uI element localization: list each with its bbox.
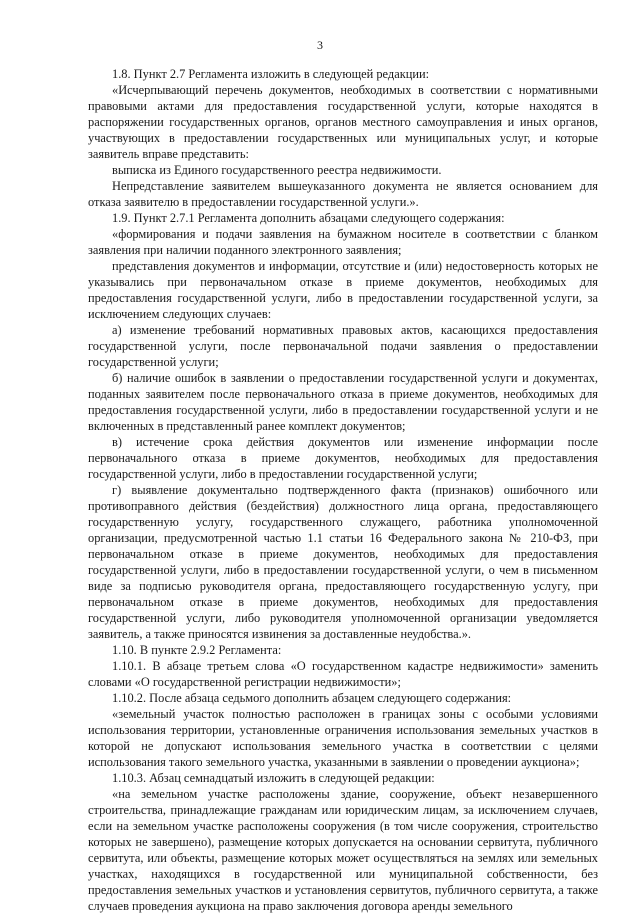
paragraph-item-g: г) выявление документально подтвержденного факта (признаков) ошибочного или противоправного действия (бездействия) должностного лица органа, предоставляющего государственную услугу, государственного служащего, работника уполномоченной организации, предусмотренной частью 1.1 статьи 16 Федерального закона № 210-ФЗ, при первоначальном отказе в приеме документов, необходимых для предоставления государственной услуги, либо в предоставлении государственной услуги, о чем в письменном виде за подписью руководителя органа, предоставляющего государственную услугу, при первоначальном отказе в приеме документов, необходимых для предоставления государственной услуги, либо руководителя уполномоченной организации уведомляется заявитель, а также приносятся извинения за доставленные неудобства.». [88,483,598,641]
document-body [88,66,598,914]
paragraph-documents-list: «Исчерпывающий перечень документов, необходимых в соответствии с нормативными правовыми актами для предоставления государственной услуги, которые находятся в распоряжении государственных органов, органов местного самоуправления и иных органов, участвующих в предоставлении государственных или муниципальных услуг, и которые заявитель вправе представить: [88,83,598,161]
paragraph-1-8: 1.8. Пункт 2.7 Регламента изложить в следующей редакции: [112,67,430,81]
paragraph-documents-submission: представления документов и информации, отсутствие и (или) недостоверность которых не указывались при первоначальном отказе в приеме документов, необходимых для предоставления государственной услуги, либо в предоставлении государственной услуги, за исключением следующих случаев: [88,259,598,321]
page-number: 3 [317,38,323,52]
paragraph-item-a: а) изменение требований нормативных правовых актов, касающихся предоставления государственной услуги, после первоначальной подачи заявления о предоставлении государственной услуги; [88,323,598,369]
paragraph-1-10-2: 1.10.2. После абзаца седьмого дополнить абзацем следующего содержания: [112,691,512,705]
paragraph-item-b: б) наличие ошибок в заявлении о предоставлении государственной услуги и документах, поданных заявителем после первоначального отказа в приеме документов, необходимых для предоставления государственной услуги, либо в предоставлении государственной услуги и не включенных в представленный ранее комплект документов; [88,371,598,433]
paragraph-1-10-1: 1.10.1. В абзаце третьем слова «О государственном кадастре недвижимости» заменить словами «О государственной регистрации недвижимости»; [88,659,598,689]
paragraph-1-9: 1.9. Пункт 2.7.1 Регламента дополнить абзацами следующего содержания: [112,211,505,225]
paragraph-paper-application: «формирования и подачи заявления на бумажном носителе в соответствии с бланком заявления при наличии поданного электронного заявления; [88,227,598,257]
paragraph-land-plot-zone: «земельный участок полностью расположен в границах зоны с особыми условиями использования территории, установленные ограничения использования земельных участков в которой не допускают использования земельного участка в соответствии с целями использования такого земельного участка, указанными в заявлении о проведении аукциона»; [88,707,598,769]
paragraph-1-10: 1.10. В пункте 2.9.2 Регламента: [112,643,282,657]
paragraph-egrn-extract: выписка из Единого государственного реестра недвижимости. [112,163,442,177]
paragraph-non-submission: Непредставление заявителем вышеуказанного документа не является основанием для отказа заявителю в предоставлении государственной услуги.». [88,179,598,209]
paragraph-1-10-3: 1.10.3. Абзац семнадцатый изложить в следующей редакции: [112,771,435,785]
paragraph-land-plot-buildings: «на земельном участке расположены здание, сооружение, объект незавершенного строительства, принадлежащие гражданам или юридическим лицам, за исключением случаев, если на земельном участке расположены сооружения (в том числе сооружения, строительство которых не завершено), размещение которых допускается на основании сервитута, публичного сервитута, или объекты, размещение которых может осуществляться на землях или земельных участках, находящихся в государственной или муниципальной собственности, без предоставления земельных участков и установления сервитутов, публичного сервитута, а также случаев проведения аукциона на право заключения договора аренды земельного [88,787,598,913]
paragraph-item-v: в) истечение срока действия документов или изменение информации после первоначального отказа в приеме документов, необходимых для предоставления государственной услуги, либо в предоставлении государственной услуги; [88,435,598,481]
